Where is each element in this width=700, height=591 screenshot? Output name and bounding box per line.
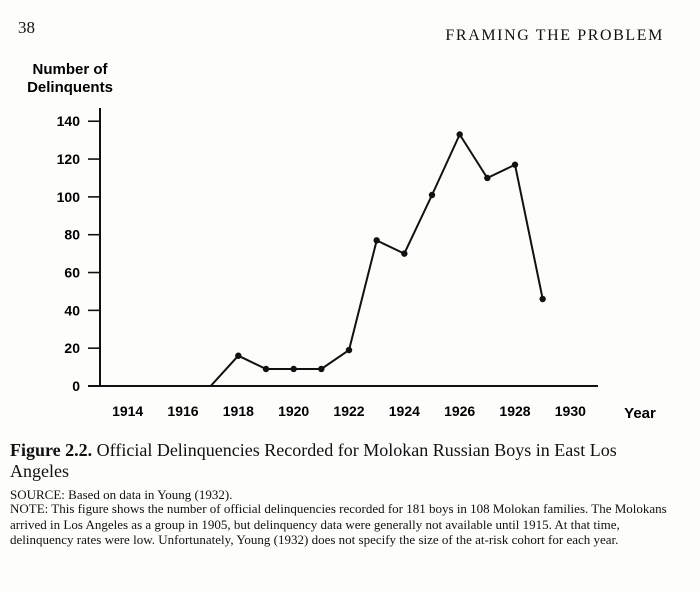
y-axis-label-line2: Delinquents <box>27 79 113 96</box>
data-point <box>512 162 518 168</box>
x-tick-label: 1930 <box>554 403 586 419</box>
data-point <box>456 131 462 137</box>
x-tick-label: 1916 <box>167 403 199 419</box>
y-tick-label: 80 <box>64 226 80 243</box>
figure-title: Official Delinquencies Recorded for Molokan Russian Boys in East Los Angeles <box>10 440 617 481</box>
figure-label: Figure 2.2. <box>10 440 93 460</box>
line-chart <box>0 50 700 430</box>
y-tick-label: 100 <box>56 188 80 205</box>
data-point <box>346 347 352 353</box>
source-note: SOURCE: Based on data in Young (1932). <box>10 487 233 502</box>
data-point <box>318 366 324 372</box>
x-tick-label: 1914 <box>112 403 144 419</box>
x-axis-label: Year <box>624 405 656 422</box>
y-tick-label: 140 <box>56 113 80 130</box>
x-tick-label: 1920 <box>278 403 310 419</box>
y-tick-label: 60 <box>64 264 80 281</box>
x-tick-label: 1918 <box>222 403 254 419</box>
y-tick-label: 0 <box>72 378 80 394</box>
data-point <box>429 192 435 198</box>
data-point <box>290 366 296 372</box>
y-tick-label: 120 <box>56 151 80 168</box>
page-number: 38 <box>18 18 35 37</box>
data-point <box>401 250 407 256</box>
data-point <box>235 353 241 359</box>
y-tick-label: 20 <box>64 340 80 357</box>
data-point <box>484 175 490 181</box>
y-axis-label-line1: Number of <box>32 61 108 78</box>
x-tick-label: 1922 <box>333 403 365 419</box>
running-head: FRAMING THE PROBLEM <box>445 27 664 44</box>
data-point <box>373 237 379 243</box>
figure-caption <box>10 440 670 482</box>
figure-note: NOTE: This figure shows the number of official delinquencies recorded for 181 boys in 108 Molokan families. The Molokans arrived in Los Angeles as a group in 1905, but delinquency data were generally not available until 1915. At that time, delinquency rates were low. Unfortunately, Young (1932) does not specify the size of the at-risk cohort for each year. <box>10 501 667 547</box>
x-tick-label: 1928 <box>499 403 531 419</box>
data-point <box>263 366 269 372</box>
y-tick-label: 40 <box>64 302 80 319</box>
x-tick-label: 1926 <box>444 403 476 419</box>
x-tick-label: 1924 <box>388 403 420 419</box>
data-point <box>539 296 545 302</box>
